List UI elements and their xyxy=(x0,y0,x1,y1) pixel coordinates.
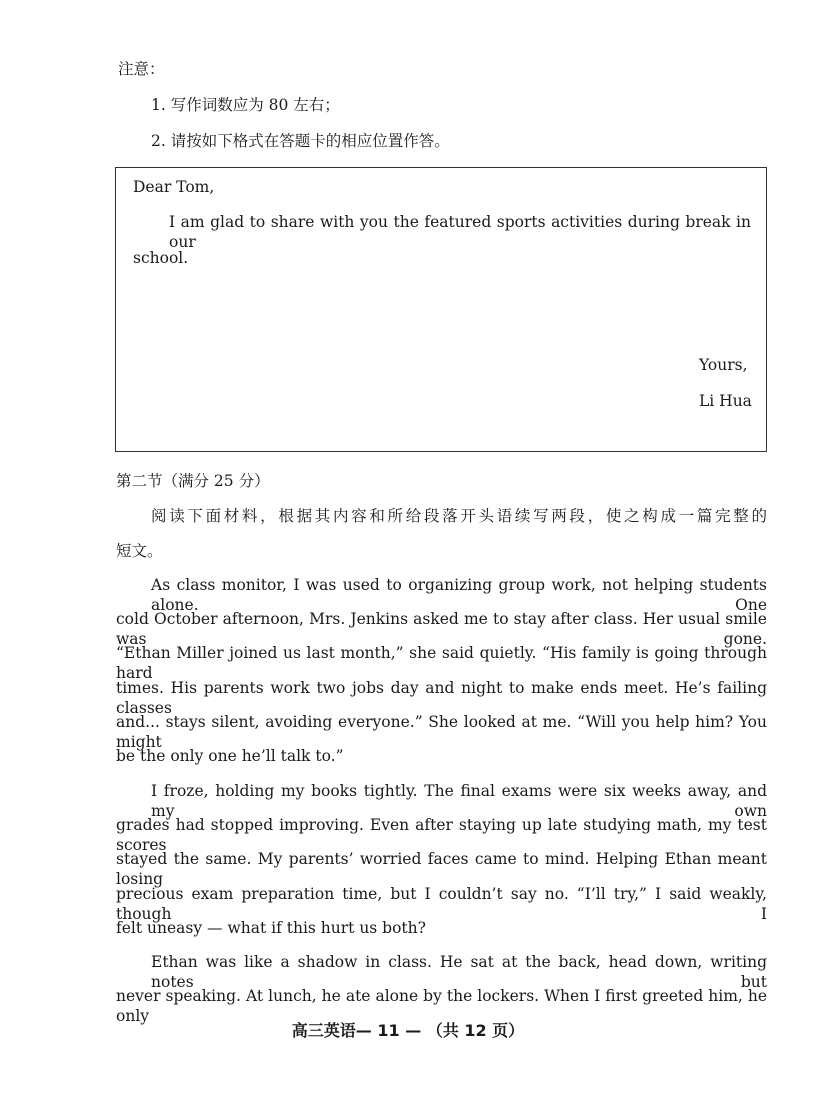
section-instruction-line-1: 阅读下面材料，根据其内容和所给段落开头语续写两段，使之构成一篇完整的 xyxy=(151,507,767,525)
notes-heading: 注意： xyxy=(118,60,165,78)
passage-line: never speaking. At lunch, he ate alone by the lockers. When I first greeted him, he only xyxy=(116,987,767,1025)
passage-line: “Ethan Miller joined us last month,” she said quietly. “His family is going through hard xyxy=(116,644,767,682)
page-footer: 高三英语— 11 — （共 12 页） xyxy=(291,1021,525,1040)
section-title: 第二节（满分 25 分） xyxy=(116,472,270,490)
passage-line: cold October afternoon, Mrs. Jenkins asked me to stay after class. Her usual smile was gone. xyxy=(116,610,767,648)
note-item-2: 2. 请按如下格式在答题卡的相应位置作答。 xyxy=(151,132,450,150)
passage-line: be the only one he’ll talk to.” xyxy=(116,747,344,765)
passage-line: As class monitor, I was used to organizing group work, not helping students alone. One xyxy=(151,576,767,614)
passage-line: grades had stopped improving. Even after staying up late studying math, my test scores xyxy=(116,816,767,854)
letter-closing: Yours, xyxy=(699,356,748,374)
passage-line: stayed the same. My parents’ worried faces came to mind. Helping Ethan meant losing xyxy=(116,850,767,888)
passage-line: felt uneasy — what if this hurt us both? xyxy=(116,919,426,937)
letter-signature: Li Hua xyxy=(699,392,752,410)
passage-line: precious exam preparation time, but I couldn’t say no. “I’ll try,” I said weakly, though I xyxy=(116,885,767,923)
passage-line: I froze, holding my books tightly. The final exams were six weeks away, and my own xyxy=(151,782,767,820)
letter-body-line-1: I am glad to share with you the featured sports activities during break in our xyxy=(169,213,751,251)
letter-answer-box xyxy=(115,167,767,452)
passage-line: times. His parents work two jobs day and night to make ends meet. He’s failing classes xyxy=(116,679,767,717)
passage-line: Ethan was like a shadow in class. He sat at the back, head down, writing notes but xyxy=(151,953,767,991)
note-item-1: 1. 写作词数应为 80 左右； xyxy=(151,96,340,114)
letter-salutation: Dear Tom, xyxy=(133,178,215,196)
section-instruction-line-2: 短文。 xyxy=(116,542,163,560)
letter-body-line-2: school. xyxy=(133,249,189,267)
passage-line: and... stays silent, avoiding everyone.” She looked at me. “Will you help him? You might xyxy=(116,713,767,751)
